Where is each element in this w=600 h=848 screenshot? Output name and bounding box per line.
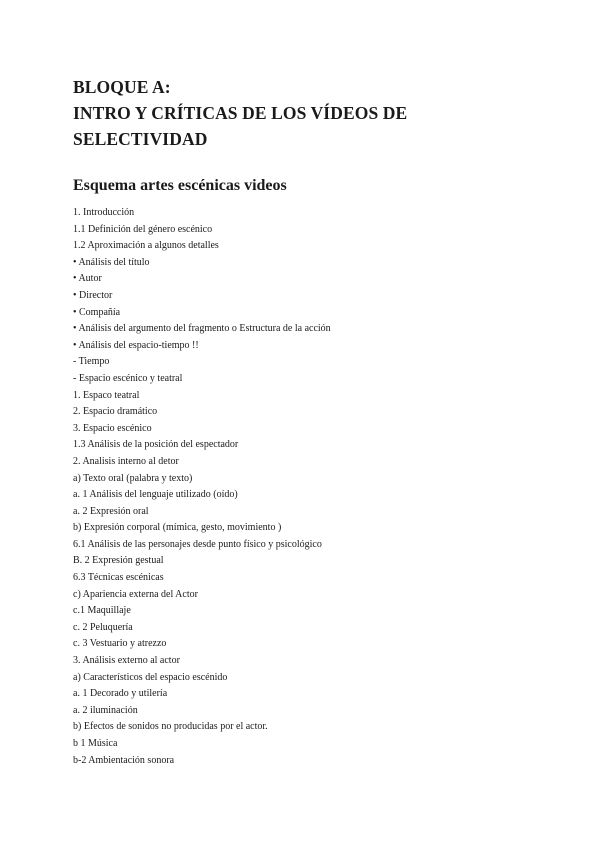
section-heading: Esquema artes escénicas videos bbox=[73, 177, 287, 194]
outline-item: • Compañía bbox=[73, 306, 121, 318]
outline-item: c) Apariencia externa del Actor bbox=[73, 588, 198, 600]
outline-item: • Director bbox=[73, 289, 113, 301]
outline-item: - Tiempo bbox=[73, 356, 110, 368]
outline-item: 1.1 Definición del género escénico bbox=[73, 223, 213, 235]
outline-item: 2. Analisis interno al detor bbox=[73, 455, 179, 467]
outline-item: 3. Análisis externo al actor bbox=[73, 655, 180, 667]
outline-item: 6.1 Análisis de las personajes desde punto físico y psicológico bbox=[73, 538, 322, 550]
outline-item: a. 1 Decorado y utilería bbox=[73, 688, 168, 700]
outline-item: b 1 Música bbox=[73, 738, 118, 749]
outline-item: c. 2 Peluquería bbox=[73, 621, 133, 633]
outline-item: • Análisis del espacio-tiempo !! bbox=[73, 339, 199, 351]
outline-item: 2. Espacio dramático bbox=[73, 406, 158, 418]
outline-item: a. 2 iluminación bbox=[73, 704, 138, 716]
outline-item: a. 2 Expresión oral bbox=[73, 505, 149, 517]
outline-item: a) Característicos del espacio escénido bbox=[73, 671, 228, 683]
outline-item: 3. Espacio escénico bbox=[73, 422, 152, 434]
outline-item: a) Texto oral (palabra y texto) bbox=[73, 472, 193, 484]
outline-item: 6.3 Técnicas escénicas bbox=[73, 572, 164, 584]
outline-item: B. 2 Expresión gestual bbox=[73, 555, 164, 567]
outline-item: • Autor bbox=[73, 273, 102, 285]
outline-item: 1. Espaco teatral bbox=[73, 389, 140, 401]
outline-item: 1.3 Análisis de la posición del espectador bbox=[73, 439, 239, 451]
outline-item: b) Efectos de sonidos no producidas por el actor. bbox=[73, 721, 268, 733]
outline-item: - Espacio escénico y teatral bbox=[73, 372, 183, 384]
outline-item: 1. Introducción bbox=[73, 207, 135, 218]
outline-item: • Análisis del título bbox=[73, 256, 150, 268]
title-line: SELECTIVIDAD bbox=[73, 129, 208, 149]
outline-item: c. 3 Vestuario y atrezzo bbox=[73, 638, 167, 650]
title-line: BLOQUE A: bbox=[73, 77, 171, 97]
outline-item: a. 1 Análisis del lenguaje utilizado (oído) bbox=[73, 489, 238, 501]
outline-list bbox=[73, 205, 553, 769]
title-line: INTRO Y CRÍTICAS DE LOS VÍDEOS DE bbox=[73, 103, 408, 123]
outline-item: c.1 Maquillaje bbox=[73, 605, 131, 617]
outline-item: b-2 Ambientación sonora bbox=[73, 754, 175, 766]
outline-item: b) Expresión corporal (mímica, gesto, movimiento ) bbox=[73, 522, 282, 534]
outline-item: • Análisis del argumento del fragmento o Estructura de la acción bbox=[73, 323, 331, 335]
outline-item: 1.2 Aproximación a algunos detalles bbox=[73, 240, 219, 252]
document-title bbox=[73, 74, 553, 152]
